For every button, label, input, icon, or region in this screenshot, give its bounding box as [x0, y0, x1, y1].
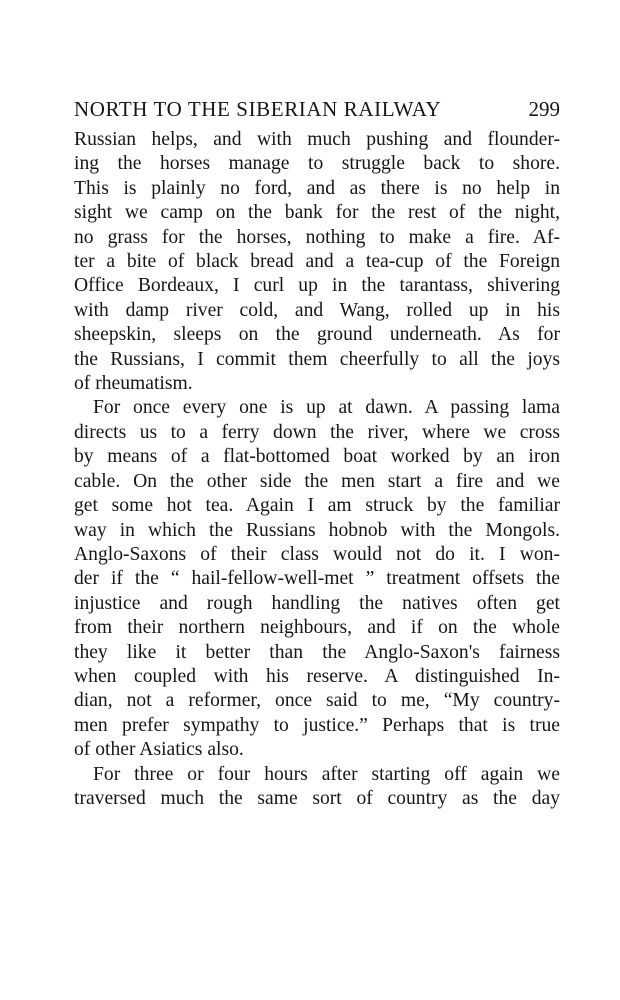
paragraph [74, 396, 560, 762]
text-line: directs us to a ferry down the river, where we cross [74, 421, 560, 443]
text-line: der if the “ hail-fellow-well-met ” treatment offsets the [74, 568, 560, 590]
text-line: ing the horses manage to struggle back to shore. [74, 153, 560, 175]
running-head-title: NORTH TO THE SIBERIAN RAILWAY [74, 97, 442, 121]
text-line: sheepskin, sleeps on the ground underneath. As for [74, 324, 560, 346]
text-line: dian, not a reformer, once said to me, “My country- [74, 690, 560, 712]
text-line: ter a bite of black bread and a tea-cup of the Foreign [74, 251, 560, 273]
text-line: by means of a flat-bottomed boat worked by an iron [74, 446, 560, 468]
text-line: they like it better than the Anglo-Saxon's fairness [74, 641, 560, 663]
text-line: This is plainly no ford, and as there is no help in [74, 177, 560, 199]
text-line: cable. On the other side the men start a fire and we [74, 470, 560, 492]
running-head [74, 96, 560, 122]
text-line: injustice and rough handling the natives often get [74, 592, 560, 614]
text-line: way in which the Russians hobnob with the Mongols. [74, 519, 560, 541]
text-line: no grass for the horses, nothing to make a fire. Af- [74, 226, 560, 248]
text-line: of other Asiatics also. [74, 739, 244, 761]
page-number: 299 [528, 97, 560, 121]
text-line: For three or four hours after starting off again we [93, 763, 560, 785]
text-line: from their northern neighbours, and if on the whole [74, 617, 560, 639]
text-line: sight we camp on the bank for the rest of the night, [74, 202, 560, 224]
text-line: the Russians, I commit them cheerfully to all the joys [74, 348, 560, 370]
text-line: Russian helps, and with much pushing and flounder- [74, 129, 560, 150]
text-line: when coupled with his reserve. A distinguished In- [74, 665, 560, 687]
text-line: Office Bordeaux, I curl up in the tarantass, shivering [74, 275, 560, 297]
text-line: with damp river cold, and Wang, rolled up in his [74, 299, 560, 321]
text-line: men prefer sympathy to justice.” Perhaps that is true [74, 714, 560, 736]
text-line: Anglo-Saxons of their class would not do it. I won- [74, 543, 560, 565]
book-page [74, 96, 560, 811]
body-text [74, 128, 560, 811]
text-line: For once every one is up at dawn. A passing lama [93, 397, 560, 419]
text-line: of rheumatism. [74, 373, 193, 395]
paragraph [74, 763, 560, 812]
text-line: traversed much the same sort of country as the day [74, 787, 560, 809]
paragraph [74, 128, 560, 396]
text-line: get some hot tea. Again I am struck by the familiar [74, 495, 560, 517]
